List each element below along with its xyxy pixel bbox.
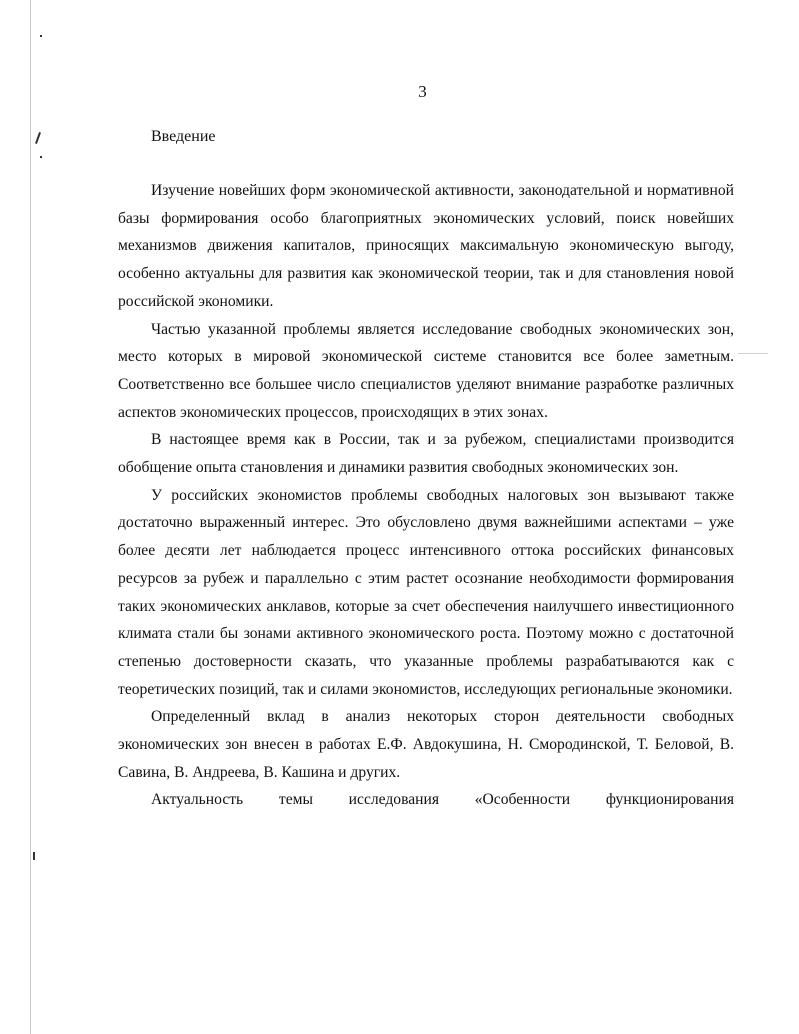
scan-artifact-line	[738, 353, 768, 354]
paragraph: Определенный вклад в анализ некоторых сторон деятельности свободных экономических зон внесен в работах Е.Ф. Авдокушина, Н. Смородинской, Т. Беловой, В. Савина, В. Андреева, В. Кашина и других.	[118, 708, 734, 781]
scan-speck	[33, 852, 35, 860]
section-heading: Введение	[151, 128, 216, 145]
scan-speck	[35, 132, 41, 144]
paragraph: В настоящее время как в России, так и за рубежом, специалистами производится обобщение опыта становления и динамики развития свободных экономических зон.	[118, 431, 734, 477]
scan-speck	[40, 35, 42, 37]
paragraph: Частью указанной проблемы является исследование свободных экономических зон, место которых в мировой экономической системе становится все более заметным. Соответственно все большее число специалистов уделяют внимание разработке различных аспектов экономических процессов, происходящих в этих зонах.	[118, 320, 734, 421]
page-number: 3	[418, 82, 427, 101]
paragraph: У российских экономистов проблемы свободных налоговых зон вызывают также достаточно выраженный интерес. Это обусловлено двумя важнейшими аспектами – уже более десяти лет наблюдается процесс интенсивного оттока российских финансовых ресурсов за рубеж и параллельно с этим растет осознание необходимости формирования таких экономических анклавов, которые за счет обеспечения наилучшего инвестиционного климата стали бы зонами активного экономического роста. Поэтому можно с достаточной степенью достоверности сказать, что указанные проблемы разрабатываются как с теоретических позиций, так и силами экономистов, исследующих региональные экономики.	[118, 486, 734, 698]
paragraph: Изучение новейших форм экономической активности, законодательной и нормативной базы формирования особо благоприятных экономических условий, поиск новейших механизмов движения капиталов, приносящих максимальную экономическую выгоду, особенно актуальны для развития как экономической теории, так и для становления новой российской экономики.	[118, 182, 734, 310]
scan-left-edge	[30, 0, 31, 1034]
body-text	[118, 177, 734, 814]
scan-speck	[40, 156, 42, 158]
paragraph: Актуальность темы исследования «Особенности функционирования	[151, 791, 734, 809]
